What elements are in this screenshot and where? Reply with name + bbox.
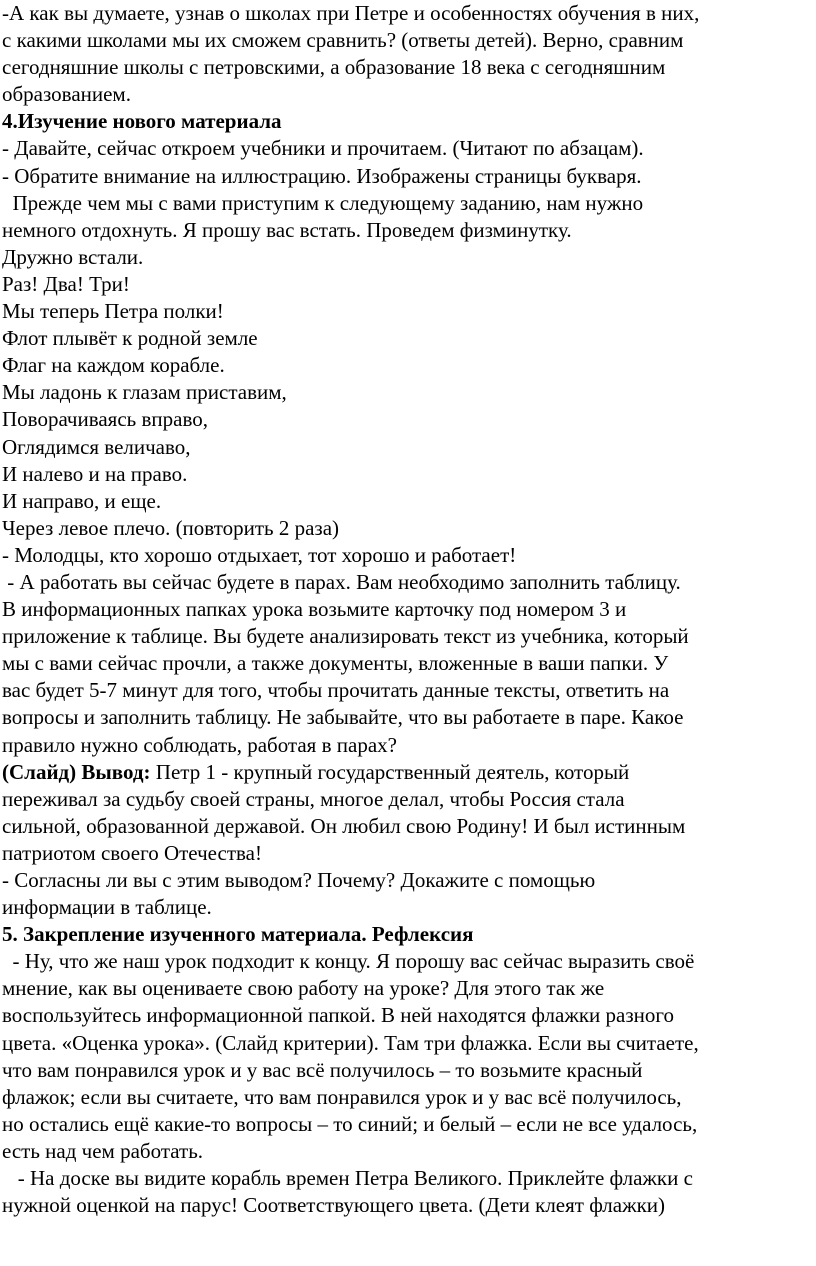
- text-line: [2, 596, 812, 623]
- text-run: - Согласны ли вы с этим выводом? Почему? Докажите с помощью: [2, 868, 596, 892]
- text-line: [2, 1084, 812, 1111]
- text-run: сильной, образованной державой. Он любил свою Родину! И был истинным: [2, 813, 686, 838]
- text-run: флажок; если вы считаете, что вам понравился урок и у вас всё получилось,: [2, 1084, 682, 1109]
- text-run: - Давайте, сейчас откроем учебники и прочитаем. (Читают по абзацам).: [2, 136, 644, 161]
- text-run: Мы теперь Петра полки!: [2, 299, 224, 324]
- text-line: [2, 1138, 812, 1165]
- text-line: [2, 352, 812, 379]
- text-line: [2, 677, 812, 704]
- text-line: [2, 569, 812, 596]
- text-line: [2, 81, 812, 108]
- text-line: [2, 1165, 812, 1192]
- text-line: [2, 1002, 812, 1029]
- text-line: [2, 813, 812, 840]
- text-line: [2, 975, 812, 1002]
- text-run: В информационных папках урока возьмите карточку под номером 3 и: [2, 597, 627, 622]
- text-run: вас будет 5-7 минут для того, чтобы прочитать данные тексты, ответить на: [2, 678, 670, 703]
- text-run: цвета. «Оценка урока». (Слайд критерии). Там три флажка. Если вы считаете,: [2, 1030, 699, 1055]
- text-run: И направо, и еще.: [2, 488, 162, 513]
- text-run: есть над чем работать.: [2, 1138, 204, 1163]
- text-run: -А как вы думаете, узнав о школах при Петре и особенностях обучения в них,: [2, 1, 700, 25]
- text-line: [2, 217, 812, 244]
- text-run: образованием.: [2, 82, 131, 107]
- text-run: немного отдохнуть. Я прошу вас встать. Проведем физминутку.: [2, 217, 572, 242]
- text-line: [2, 948, 812, 975]
- text-run: - А работать вы сейчас будете в парах. Вам необходимо заполнить таблицу.: [2, 569, 681, 594]
- text-line: [2, 650, 812, 677]
- text-run: воспользуйтесь информационной папкой. В ней находятся флажки разного: [2, 1003, 674, 1028]
- text-line: [2, 623, 812, 650]
- text-line: [2, 406, 812, 433]
- text-run: правило нужно соблюдать, работая в парах?: [2, 732, 397, 757]
- text-run: Флот плывёт к родной земле: [2, 326, 258, 351]
- text-run: но остались ещё какие-то вопросы – то синий; и белый – если не все удалось,: [2, 1111, 698, 1136]
- text-run: переживал за судьбу своей страны, многое делал, чтобы Россия стала: [2, 786, 625, 811]
- text-run: вопросы и заполнить таблицу. Не забывайте, что вы работаете в паре. Какое: [2, 705, 684, 730]
- text-run: Оглядимся величаво,: [2, 434, 191, 459]
- text-line: [2, 434, 812, 461]
- bold-text-run: 4.Изучение нового материала: [2, 109, 282, 134]
- text-run: приложение к таблице. Вы будете анализировать текст из учебника, который: [2, 624, 689, 649]
- text-line: [2, 867, 812, 894]
- bold-text-run: 5. Закрепление изученного материала. Рефлексия: [2, 922, 474, 947]
- text-line: [2, 27, 812, 54]
- text-line: [2, 108, 812, 135]
- text-run: информации в таблице.: [2, 895, 212, 920]
- text-line: [2, 244, 812, 271]
- text-run: - Молодцы, кто хорошо отдыхает, тот хорошо и работает!: [2, 542, 517, 567]
- text-run: что вам понравился урок и у вас всё получилось – то возьмите красный: [2, 1057, 643, 1082]
- text-run: И налево и на право.: [2, 461, 188, 486]
- text-run: нужной оценкой на парус! Соответствующего цвета. (Дети клеят флажки): [2, 1193, 666, 1218]
- text-line: [2, 1057, 812, 1084]
- text-line: [2, 163, 812, 190]
- text-run: Раз! Два! Три!: [2, 271, 130, 296]
- text-line: [2, 732, 812, 759]
- text-line: [2, 1030, 812, 1057]
- text-line: [2, 759, 812, 786]
- text-line: [2, 542, 812, 569]
- text-run: Через левое плечо. (повторить 2 раза): [2, 515, 340, 540]
- text-run: с какими школами мы их сможем сравнить? (ответы детей). Верно, сравним: [2, 28, 684, 53]
- text-line: [2, 461, 812, 488]
- text-run: Петр 1 - крупный государственный деятель, который: [150, 759, 630, 784]
- text-line: [2, 190, 812, 217]
- text-line: [2, 515, 812, 542]
- text-line: [2, 894, 812, 921]
- text-line: [2, 840, 812, 867]
- text-run: - На доске вы видите корабль времен Петра Великого. Приклейте флажки с: [2, 1166, 693, 1191]
- text-run: Флаг на каждом корабле.: [2, 353, 225, 378]
- text-line: [2, 1111, 812, 1138]
- text-line: [2, 0, 812, 27]
- text-line: [2, 786, 812, 813]
- text-run: мнение, как вы оцениваете свою работу на уроке? Для этого так же: [2, 976, 605, 1001]
- text-run: - Ну, что же наш урок подходит к концу. Я порошу вас сейчас выразить своё: [2, 949, 695, 974]
- text-line: [2, 704, 812, 731]
- text-line: [2, 135, 812, 162]
- text-line: [2, 921, 812, 948]
- text-run: - Обратите внимание на иллюстрацию. Изображены страницы букваря.: [2, 163, 642, 188]
- text-line: [2, 488, 812, 515]
- text-run: сегодняшние школы с петровскими, а образование 18 века с сегодняшним: [2, 55, 666, 80]
- text-run: Прежде чем мы с вами приступим к следующему заданию, нам нужно: [2, 190, 644, 215]
- text-line: [2, 1192, 812, 1219]
- text-run: Поворачиваясь вправо,: [2, 407, 208, 432]
- text-line: [2, 298, 812, 325]
- text-run: Мы ладонь к глазам приставим,: [2, 380, 287, 405]
- text-line: [2, 379, 812, 406]
- text-line: [2, 271, 812, 298]
- text-run: мы с вами сейчас прочли, а также документы, вложенные в ваши папки. У: [2, 651, 669, 676]
- text-line: [2, 325, 812, 352]
- text-run: патриотом своего Отечества!: [2, 840, 262, 865]
- bold-text-run: (Слайд) Вывод:: [2, 759, 151, 784]
- text-line: [2, 54, 812, 81]
- text-run: Дружно встали.: [2, 244, 144, 269]
